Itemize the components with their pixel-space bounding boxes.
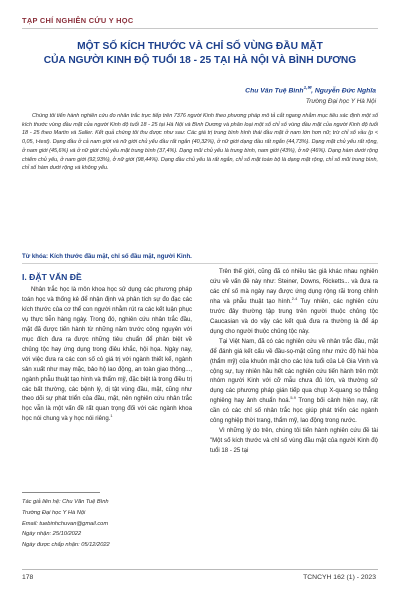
paragraph-text-tail: Tuy nhiên, các nghiên cứu trước đây thường tập trung trên người thuộc chủng tộc Caucasian và do vậy các kết quả đưa ra thường là để áp dụng cho người thuộc chủng tộc này.	[210, 298, 378, 335]
page-number: 178	[22, 574, 34, 581]
paragraph-text: Vì những lý do trên, chúng tôi tiến hành nghiên cứu đề tài "Một số kích thước và chỉ số vùng đầu mặt của người Kinh độ tuổi 18 - 25 tại	[210, 428, 378, 455]
citation-ref: 5-9	[290, 396, 296, 401]
corresponding-author-footnote	[22, 497, 110, 551]
journal-section-header: TẠP CHÍ NGHIÊN CỨU Y HỌC	[22, 16, 134, 25]
footnote-institution: Trường Đại học Y Hà Nội	[22, 509, 86, 516]
footnote-email: Email: tuebinhchuvan@gmail.com	[22, 520, 109, 527]
footnote-received-date: Ngày nhận: 25/10/2022	[22, 531, 82, 538]
body-column-right	[210, 268, 378, 457]
affiliation: Trường Đại học Y Hà Nội	[305, 98, 376, 105]
citation-ref: 2-4	[291, 296, 298, 301]
body-paragraph	[210, 427, 378, 457]
paragraph-text: Trên thế giới, cũng đã có nhiều tác giả khác nhau nghiên cứu về vấn đề này như: Steiner, Downs, Ricketts... và đưa ra các chỉ số mà ngày nay được ứng dụng rộng rãi trong chỉnh nha và phẫu thuật tạo hình.	[210, 269, 378, 305]
footer-divider	[22, 569, 378, 570]
paragraph-text: Tại Việt Nam, đã có các nghiên cứu về nhân trắc đầu, mặt để đánh giá kết cấu về đầu-sọ-mặt cũng như mức độ hài hòa (thẩm mỹ) của khuôn mặt cho các lứa tuổi của Lê Gia Vinh và cộng sự, tuy nhiên hầu hết các nghiên cứu tiến hành trên một nhóm người Kinh với cỡ mẫu chưa đủ lớn, và thường sử dụng các phương pháp gián tiếp qua chụp X-quang sọ thẳng nghiêng hay ảnh chuẩn hoá.	[210, 338, 378, 405]
article-title	[22, 40, 378, 68]
citation-ref: 1	[110, 414, 113, 419]
header-divider	[22, 28, 378, 29]
title-line-1: MỘT SỐ KÍCH THƯỚC VÀ CHỈ SỐ VÙNG ĐẦU MẶT	[77, 41, 323, 52]
body-paragraph	[22, 286, 192, 425]
body-paragraph	[210, 268, 378, 338]
paragraph-text: Nhân trắc học là môn khoa học sử dụng các phương pháp toán học và thống kê để nhận định và phân tích sự đo đạc các kích thước của cơ thể con người nhằm rút ra các kết luận phục vụ thực tiễn hàng ngày. Trong đó, nghiên cứu nhân trắc đầu, mặt đã được tiến hành từ những năm trước công nguyên với mục đích đưa ra được những tiêu chuẩn để phân biệt về chủng tộc hay ứng dụng trong điêu khắc, hội họa. Ngày nay, với việc đưa ra các con số cỏ giá trị với ngành thiết kế, ngành sản xuất như may mặc, bảo hộ lao động, an toàn giao thông..., ngành phẫu thuật tạo hình và thẩm mỹ, đặc biệt là trong điều trị các bất thường, các bệnh lý, dị tật vùng đầu, mặt, cũng như theo dõi sự phát triển của đầu, mặt, nên nghiên cứu nhân trắc học vẫn là một vấn đề rất quan trọng đối với các ngành khoa học nói chung và y học nói riêng.	[22, 287, 192, 423]
footnote-contact: Tác giả liên hệ: Chu Văn Tuệ Bình	[22, 499, 109, 505]
abstract: Chúng tôi tiến hành nghiên cứu đo nhân trắc trực tiếp trên 7376 người Kinh theo phương pháp mô tả cắt ngang nhằm mục tiêu xác định một số kích thước vùng đầu mặt của người Kinh độ tuổi 18 - 25 tại Hà Nội và Bình Dương và phân loại một số chỉ số vùng đầu mặt của người Kinh độ tuổi 18 - 25 theo Martin và Saller. Kết quả chúng tôi thu được như sau: Các giá trị trung bình hình thái đầu mặt ở nam lớn hơn nữ; trừ chỉ số vầu (p < 0,05, t-test). Dạng đầu ở cả nam giới và nữ giới chủ yếu đầu rất ngắn (40,32%), ở nữ giới dạng đầu rất ngắn (44,73%). Dạng mặt chủ yếu rất rộng, ở nam giới (45,6%) và ở nữ giới chủ yếu mặt trung bình (37,4%). Dạng mũi chủ yếu là trung bình, nam giới (43%), ở nữ (46%). Dạng hàm dưới rộng chiếm chủ yếu, ở nam giới (92,93%), ở nữ giới (98,44%). Dạng đầu chủ yếu là rất ngắn, chỉ số mặt toàn bộ là dạng mặt rộng, chỉ số mũi trung bình, chỉ số hàm dưới rộng và không yếu.	[22, 113, 378, 172]
title-line-2: CỦA NGƯỜI KINH ĐỘ TUỔI 18 - 25 TẠI HÀ NỘI VÀ BÌNH DƯƠNG	[43, 55, 357, 66]
footnote-divider	[22, 492, 100, 493]
author-1-affiliation-mark: 1,✉	[303, 85, 312, 90]
keywords: Từ khóa: Kích thước đầu mặt, chỉ số đầu mặt, người Kinh.	[22, 253, 192, 260]
paragraph-text-tail: Trong bối cảnh hiện nay, rất cần có các chỉ số nhân trắc học giúp phát triển các ngành công nghiệp thời trang, thẩm mỹ, lao động trong nước.	[210, 398, 378, 425]
footnote-accepted-date: Ngày được chấp nhận: 05/12/2022	[22, 542, 110, 549]
authors-line	[245, 85, 376, 94]
author-separator: ,	[311, 87, 315, 95]
author-2: Nguyễn Đức Nghĩa	[314, 87, 376, 95]
body-column-left	[22, 286, 192, 425]
section-heading: I. ĐẶT VẤN ĐỀ	[22, 272, 82, 282]
body-paragraph	[210, 338, 378, 428]
author-1: Chu Văn Tuệ Bình	[245, 87, 304, 95]
journal-issue: TCNCYH 162 (1) - 2023	[303, 574, 376, 581]
abstract-divider	[22, 263, 378, 264]
